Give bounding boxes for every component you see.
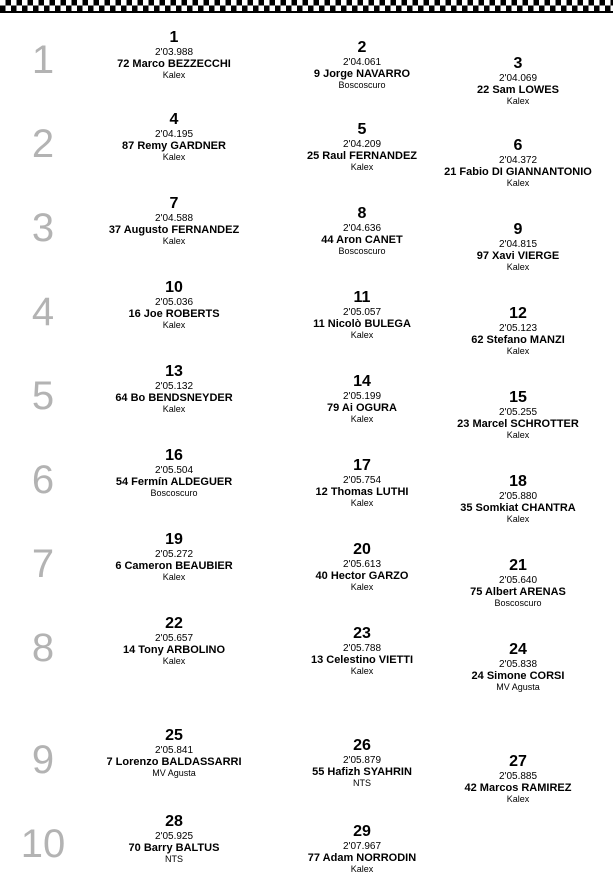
grid-position: 3 [513, 55, 523, 72]
rider-name: 54 Fermín ALDEGUER [115, 476, 233, 488]
rider-name: 11 Nicolò BULEGA [313, 318, 411, 330]
rider-name: 16 Joe ROBERTS [128, 308, 220, 320]
lap-time: 2'04.372 [498, 155, 538, 166]
team-name: Kalex [506, 514, 530, 524]
row-number: 6 [31, 458, 55, 502]
grid-slot [267, 824, 457, 874]
rider-name: 12 Thomas LUTHI [315, 486, 409, 498]
grid-slot [79, 532, 269, 582]
grid-position: 14 [353, 373, 371, 390]
lap-time: 2'05.925 [154, 831, 194, 842]
grid-position: 17 [353, 457, 371, 474]
lap-time: 2'05.879 [342, 755, 382, 766]
grid-slot [423, 558, 613, 608]
rider-name: 55 Hafizh SYAHRIN [312, 766, 412, 778]
lap-time: 2'04.209 [342, 139, 382, 150]
team-name: Kalex [350, 666, 374, 676]
grid-slot [423, 56, 613, 106]
grid-position: 1 [169, 29, 179, 46]
grid-slot [79, 616, 269, 666]
rider-name: 64 Bo BENDSNEYDER [115, 392, 233, 404]
lap-time: 2'04.195 [154, 129, 194, 140]
grid-position: 24 [509, 641, 527, 658]
team-name: MV Agusta [152, 768, 196, 778]
lap-time: 2'05.272 [154, 549, 194, 560]
grid-slot [423, 754, 613, 804]
team-name: Boscoscuro [338, 80, 386, 90]
rider-name: 72 Marco BEZZECCHI [117, 58, 231, 70]
rider-name: 9 Jorge NAVARRO [313, 68, 411, 80]
team-name: Kalex [506, 794, 530, 804]
grid-position: 25 [165, 727, 183, 744]
grid-position: 18 [509, 473, 527, 490]
row-number: 3 [31, 206, 55, 250]
lap-time: 2'05.613 [342, 559, 382, 570]
grid-slot [423, 390, 613, 440]
banner-divider [0, 11, 613, 13]
grid-position: 28 [165, 813, 183, 830]
team-name: Kalex [350, 330, 374, 340]
row-number: 10 [20, 822, 66, 866]
lap-time: 2'05.841 [154, 745, 194, 756]
lap-time: 2'05.880 [498, 491, 538, 502]
rider-name: 79 Ai OGURA [327, 402, 397, 414]
team-name: Kalex [350, 582, 374, 592]
rider-name: 13 Celestino VIETTI [310, 654, 414, 666]
grid-slot [423, 138, 613, 188]
rider-name: 25 Raul FERNANDEZ [306, 150, 418, 162]
team-name: Kalex [162, 404, 186, 414]
grid-slot [423, 306, 613, 356]
rider-name: 35 Somkiat CHANTRA [460, 502, 576, 514]
rider-name: 97 Xavi VIERGE [476, 250, 560, 262]
team-name: Kalex [162, 320, 186, 330]
lap-time: 2'05.057 [342, 307, 382, 318]
rider-name: 37 Augusto FERNANDEZ [108, 224, 240, 236]
team-name: Kalex [162, 656, 186, 666]
grid-slot [79, 280, 269, 330]
rider-name: 44 Aron CANET [321, 234, 403, 246]
grid-position: 4 [169, 111, 179, 128]
team-name: Kalex [506, 430, 530, 440]
row-number: 8 [31, 626, 55, 670]
rider-name: 70 Barry BALTUS [128, 842, 220, 854]
rider-name: 21 Fabio DI GIANNANTONIO [444, 166, 592, 178]
lap-time: 2'05.199 [342, 391, 382, 402]
rider-name: 24 Simone CORSI [471, 670, 565, 682]
lap-time: 2'04.061 [342, 57, 382, 68]
rider-name: 23 Marcel SCHROTTER [457, 418, 579, 430]
team-name: Kalex [506, 96, 530, 106]
row-number: 2 [31, 122, 55, 166]
team-name: Kalex [162, 152, 186, 162]
rider-name: 75 Albert ARENAS [470, 586, 566, 598]
grid-position: 23 [353, 625, 371, 642]
lap-time: 2'04.636 [342, 223, 382, 234]
team-name: NTS [353, 778, 371, 788]
grid-position: 26 [353, 737, 371, 754]
row-number: 1 [31, 38, 55, 82]
lap-time: 2'05.754 [342, 475, 382, 486]
lap-time: 2'05.657 [154, 633, 194, 644]
grid-position: 8 [357, 205, 367, 222]
lap-time: 2'05.788 [342, 643, 382, 654]
team-name: Kalex [162, 236, 186, 246]
grid-slot [79, 30, 269, 80]
lap-time: 2'05.036 [154, 297, 194, 308]
row-number: 5 [31, 374, 55, 418]
grid-position: 22 [165, 615, 183, 632]
team-name: Kalex [162, 572, 186, 582]
team-name: Kalex [350, 864, 374, 874]
grid-slot [423, 222, 613, 272]
grid-position: 16 [165, 447, 183, 464]
lap-time: 2'04.815 [498, 239, 538, 250]
lap-time: 2'07.967 [342, 841, 382, 852]
lap-time: 2'05.255 [498, 407, 538, 418]
rider-name: 6 Cameron BEAUBIER [115, 560, 233, 572]
grid-slot [423, 474, 613, 524]
rider-name: 14 Tony ARBOLINO [122, 644, 226, 656]
grid-position: 7 [169, 195, 179, 212]
grid-slot [79, 112, 269, 162]
team-name: MV Agusta [496, 682, 540, 692]
row-number: 9 [31, 738, 55, 782]
grid-slot [79, 196, 269, 246]
grid-position: 21 [509, 557, 527, 574]
grid-position: 12 [509, 305, 527, 322]
lap-time: 2'04.588 [154, 213, 194, 224]
team-name: Kalex [506, 178, 530, 188]
grid-position: 13 [165, 363, 183, 380]
team-name: Kalex [506, 346, 530, 356]
rider-name: 7 Lorenzo BALDASSARRI [106, 756, 242, 768]
team-name: Kalex [350, 414, 374, 424]
team-name: NTS [165, 854, 183, 864]
lap-time: 2'05.132 [154, 381, 194, 392]
grid-position: 29 [353, 823, 371, 840]
lap-time: 2'05.885 [498, 771, 538, 782]
grid-slot [79, 814, 269, 864]
grid-position: 15 [509, 389, 527, 406]
rider-name: 87 Remy GARDNER [122, 140, 226, 152]
team-name: Kalex [350, 498, 374, 508]
team-name: Kalex [350, 162, 374, 172]
grid-slot [79, 448, 269, 498]
team-name: Boscoscuro [338, 246, 386, 256]
grid-position: 10 [165, 279, 183, 296]
team-name: Kalex [162, 70, 186, 80]
team-name: Kalex [506, 262, 530, 272]
lap-time: 2'05.838 [498, 659, 538, 670]
grid-position: 9 [513, 221, 523, 238]
grid-position: 5 [357, 121, 367, 138]
lap-time: 2'05.504 [154, 465, 194, 476]
grid-slot [79, 364, 269, 414]
rider-name: 42 Marcos RAMIREZ [464, 782, 572, 794]
rider-name: 62 Stefano MANZI [471, 334, 565, 346]
grid-position: 2 [357, 39, 367, 56]
lap-time: 2'05.640 [498, 575, 538, 586]
grid-position: 20 [353, 541, 371, 558]
grid-slot [423, 642, 613, 692]
lap-time: 2'03.988 [154, 47, 194, 58]
grid-position: 11 [353, 289, 371, 306]
team-name: Boscoscuro [150, 488, 198, 498]
team-name: Boscoscuro [494, 598, 542, 608]
lap-time: 2'05.123 [498, 323, 538, 334]
grid-slot [79, 728, 269, 778]
checkered-flag-banner [0, 0, 613, 11]
grid-position: 19 [165, 531, 183, 548]
lap-time: 2'04.069 [498, 73, 538, 84]
rider-name: 22 Sam LOWES [477, 84, 559, 96]
rider-name: 77 Adam NORRODIN [307, 852, 417, 864]
grid-position: 27 [509, 753, 527, 770]
row-number: 7 [31, 542, 55, 586]
rider-name: 40 Hector GARZO [315, 570, 409, 582]
grid-position: 6 [513, 137, 523, 154]
row-number: 4 [31, 290, 55, 334]
